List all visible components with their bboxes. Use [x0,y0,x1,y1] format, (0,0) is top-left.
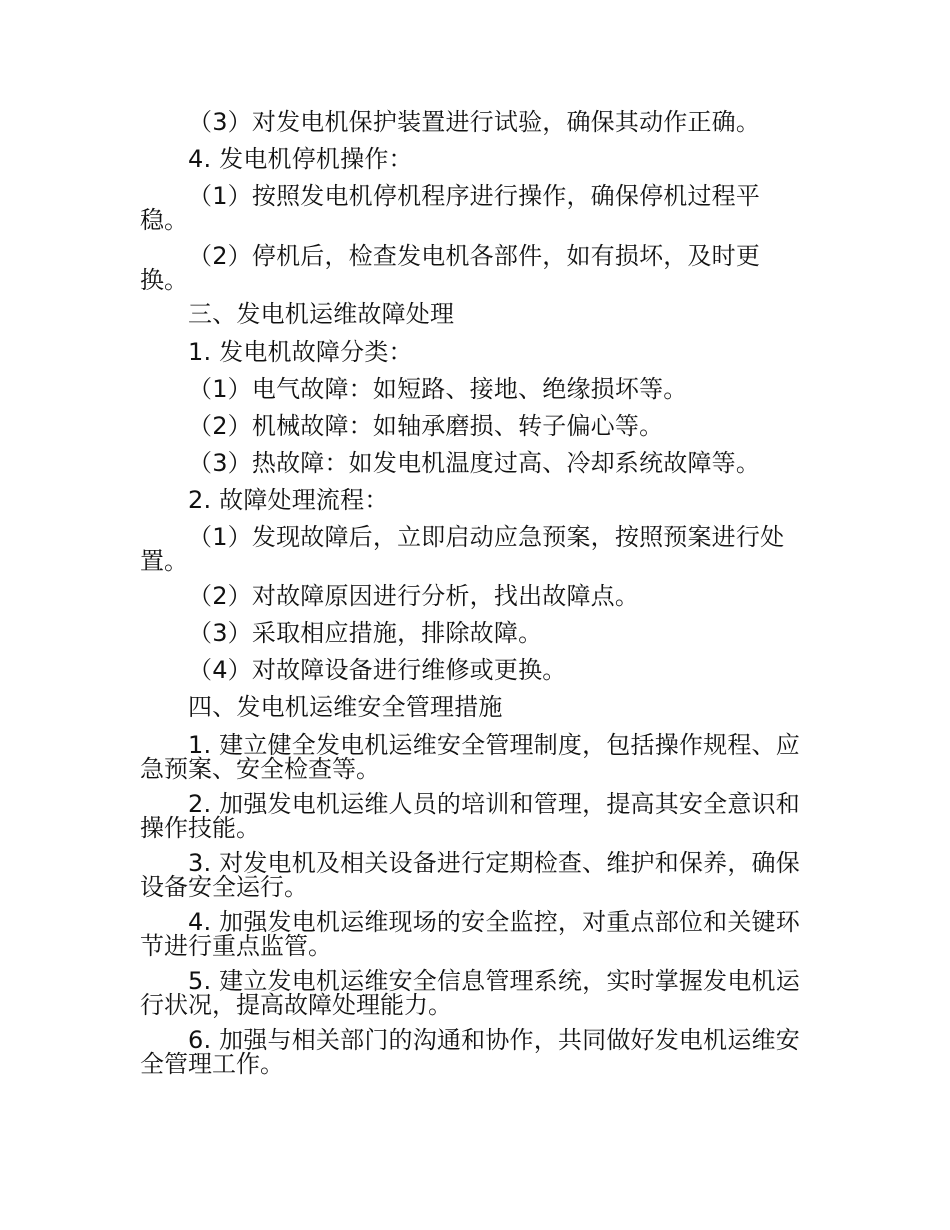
text-line: （2）停机后，检查发电机各部件，如有损坏，及时更 [188,242,761,270]
text-line: 6. 加强与相关部门的沟通和协作，共同做好发电机运维安 [188,1026,800,1054]
section-heading: 四、发电机运维安全管理措施 [188,693,503,721]
text-line: 4. 发电机停机操作： [188,145,413,173]
text-line-continuation: 设备安全运行。 [140,873,308,901]
text-line: （3）对发电机保护装置进行试验，确保其动作正确。 [188,108,761,136]
text-line: （1）按照发电机停机程序进行操作，确保停机过程平 [188,182,761,210]
text-line: （1）发现故障后，立即启动应急预案，按照预案进行处 [188,523,785,551]
text-line-continuation: 节进行重点监管。 [140,932,332,960]
section-heading: 三、发电机运维故障处理 [188,300,455,328]
text-line-continuation: 急预案、安全检查等。 [140,755,380,783]
text-line: （4）对故障设备进行维修或更换。 [188,656,567,684]
text-line-continuation: 置。 [140,547,188,575]
text-line: （2）机械故障：如轴承磨损、转子偏心等。 [188,412,664,440]
text-line: （3）采取相应措施，排除故障。 [188,619,543,647]
text-line: 4. 加强发电机运维现场的安全监控，对重点部位和关键环 [188,908,800,936]
text-line: （2）对故障原因进行分析，找出故障点。 [188,582,640,610]
subsection-heading: 2. 故障处理流程： [188,486,389,514]
text-line-continuation: 稳。 [140,206,188,234]
text-line-continuation: 操作技能。 [140,814,260,842]
subsection-heading: 1. 发电机故障分类： [188,338,413,366]
text-line: （3）热故障：如发电机温度过高、冷却系统故障等。 [188,449,761,477]
text-line-continuation: 全管理工作。 [140,1050,284,1078]
text-line: 5. 建立发电机运维安全信息管理系统，实时掌握发电机运 [188,967,800,995]
text-line: 2. 加强发电机运维人员的培训和管理，提高其安全意识和 [188,790,800,818]
text-line: （1）电气故障：如短路、接地、绝缘损坏等。 [188,375,688,403]
text-line-continuation: 换。 [140,266,188,294]
text-line: 3. 对发电机及相关设备进行定期检查、维护和保养，确保 [188,849,800,877]
text-line: 1. 建立健全发电机运维安全管理制度，包括操作规程、应 [188,731,800,759]
text-line-continuation: 行状况，提高故障处理能力。 [140,991,452,1019]
